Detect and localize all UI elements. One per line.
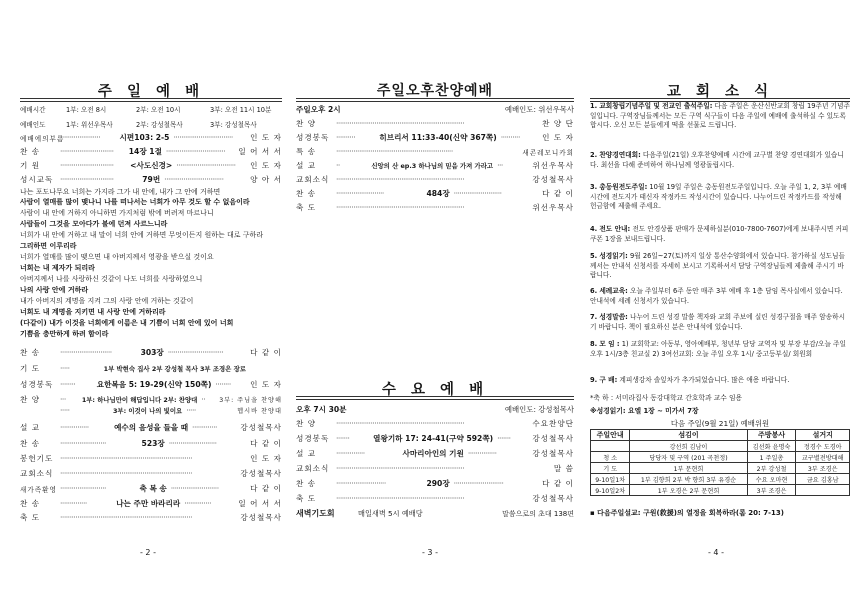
order-row: 설 교 ··············· 사마리아인의 기원 ··············· 강성철목사 bbox=[296, 449, 575, 458]
table-cell: 금요 김홍남 bbox=[796, 474, 850, 485]
order-person: 강성철목사 bbox=[240, 469, 282, 478]
news-number: 4. bbox=[590, 225, 598, 233]
order-person: 말 씀 bbox=[553, 464, 574, 473]
order-label: 봉헌기도 bbox=[20, 454, 54, 463]
order-person: 새콘레모니카회 bbox=[522, 148, 574, 157]
litany-line: 기쁨을 충만하게 하려 함이라 bbox=[20, 330, 109, 338]
news-text: 다음주일(21일) 오후찬양예배 시간에 교구별 찬양 경연대회가 있습니다. 최선을 다해 준비하여 하나님께 영광돌립시다. bbox=[590, 151, 844, 169]
table-header-cell: 주일안내 bbox=[591, 430, 630, 441]
news-heading: 총동원전도주일: bbox=[599, 183, 648, 191]
order-person: 헵시바 찬양대 bbox=[237, 408, 282, 415]
page-number: - 2 - bbox=[140, 548, 156, 557]
order-row: 교회소식 ··································································· 강성철목사 bbox=[296, 175, 574, 184]
order-person: 다 같 이 bbox=[542, 479, 574, 488]
service-leader-3: 3부: 강성철목사 bbox=[210, 121, 257, 129]
dawn-prayer-time: 매일새벽 5시 예배당 bbox=[358, 509, 423, 518]
order-person: 강성철목사 bbox=[532, 494, 574, 503]
litany-line: 너희도 내 계명을 지키면 내 사랑 안에 거하리라 bbox=[20, 308, 166, 316]
order-person: 인 도 자 bbox=[250, 454, 282, 463]
order-label: 교회소식 bbox=[20, 469, 54, 478]
table-cell: 3부 조경은 bbox=[796, 463, 850, 474]
church-news-title: 교 회 소 식 bbox=[666, 84, 774, 100]
table-cell: 1부 오경은 2부 문현희 bbox=[630, 485, 747, 496]
table-cell: 기 도 bbox=[591, 463, 630, 474]
order-row: 찬 송 ·············· 나는 주만 바라리라 ·············· 일 어 서 서 bbox=[20, 499, 283, 508]
order-row: 찬 송 ··························· 303장 ····························· 다 같 이 bbox=[20, 348, 283, 357]
order-person: 강성철목사 bbox=[240, 513, 282, 522]
service-time-2: 2부: 오전 10시 bbox=[136, 106, 181, 114]
order-row: 찬 양 ··································································· 수요찬양단 bbox=[296, 419, 574, 428]
order-label: 설 교 bbox=[296, 161, 317, 170]
litany-line: 사람들이 그것을 모아다가 불에 던져 사르느니라 bbox=[20, 220, 168, 228]
afternoon-service-title: 주일오후찬양예배 bbox=[376, 83, 494, 99]
order-label: 찬 양 bbox=[296, 419, 317, 428]
order-person: 강성철목사 bbox=[240, 423, 282, 432]
table-cell: 2부 강성철 bbox=[747, 463, 796, 474]
order-content: 나는 주만 바라리라 bbox=[116, 499, 181, 508]
order-row: 축 도 ····································································· 강성철목사 bbox=[20, 513, 282, 522]
news-heading: 성경읽기: bbox=[599, 252, 628, 260]
sunday-service-title: 주 일 예 배 bbox=[97, 84, 205, 100]
order-content: 303장 bbox=[140, 348, 164, 357]
order-person: 위선우목사 bbox=[532, 203, 574, 212]
news-number: 2. bbox=[590, 151, 598, 159]
order-row: 성경봉독 ········ 요한복음 5: 19-29(신약 150쪽) ········ 인 도 자 bbox=[20, 380, 282, 389]
news-number: 8. bbox=[590, 340, 598, 348]
table-row bbox=[591, 463, 850, 474]
order-content: 1부: 하나님만이 해답입니다 2부: 찬양대 bbox=[81, 396, 198, 404]
duty-table-header bbox=[591, 430, 850, 441]
order-label: 기 도 bbox=[20, 364, 41, 373]
page-number: - 3 - bbox=[422, 548, 438, 557]
order-row: 찬 송 ·························· 290장 ·························· 다 같 이 bbox=[296, 479, 574, 488]
order-label: 축 도 bbox=[296, 494, 317, 503]
order-content: 사마리아인의 기원 bbox=[402, 449, 464, 458]
order-row: 설 교 ·· 신앙의 산 ep.3 하나님의 믿음 가져 가라고 ··· 위선우목사 bbox=[296, 161, 574, 170]
table-cell: 청 소 bbox=[591, 452, 630, 463]
news-number: 5. bbox=[590, 252, 598, 260]
litany-line: 나는 포도나무요 너희는 가지라 그가 내 안에, 내가 그 안에 거하면 bbox=[20, 188, 221, 196]
table-cell: 1부 문현희 bbox=[630, 463, 747, 474]
congratulation-note: *축 하 : 서미라집사 동강대학교 간호학과 교수 임용 bbox=[590, 394, 743, 402]
order-row: 교회소식 ··································································· 말 씀 bbox=[296, 464, 574, 473]
wednesday-service-title: 수 요 예 배 bbox=[381, 382, 489, 398]
order-person: 다 같 이 bbox=[250, 439, 283, 448]
wednesday-service-time: 오후 7시 30분 bbox=[296, 405, 347, 414]
order-label: 찬 송 bbox=[20, 348, 41, 357]
order-label: 찬 송 bbox=[20, 147, 41, 156]
order-person: 일 어 서 서 bbox=[238, 147, 283, 156]
news-text: 오늘 주일부터 6주 동안 매주 3부 예배 후 1층 담임 목사실에서 있습니다. 안내석에 세례 신청서가 있습니다. bbox=[590, 287, 843, 305]
table-cell: 교구별전방대해 bbox=[796, 452, 850, 463]
table-row bbox=[591, 485, 850, 496]
order-label: 축 도 bbox=[296, 203, 317, 212]
order-person: 다 같 이 bbox=[542, 189, 574, 198]
service-leader-2: 2부: 강성철목사 bbox=[136, 121, 183, 129]
order-label: 예배에의부름 bbox=[20, 134, 65, 143]
order-row: 축 도 ··································································· 강성철목사 bbox=[296, 494, 574, 503]
order-person: 양 아 서 bbox=[250, 175, 282, 184]
order-content: 79번 bbox=[142, 175, 161, 184]
order-person: 찬 양 단 bbox=[542, 119, 574, 128]
litany-line: 아버지께서 나를 사랑하신 것같이 나도 너희를 사랑하였으니 bbox=[20, 275, 203, 283]
table-header-cell: 섬김이 bbox=[630, 430, 747, 441]
order-label: 교회소식 bbox=[296, 175, 330, 184]
news-number: 7. bbox=[590, 313, 598, 321]
title-rule bbox=[20, 98, 282, 102]
litany-line: 너희가 내 안에 거하고 내 말이 너희 안에 거하면 무엇이든지 원하는 대로 구하라 bbox=[20, 231, 264, 239]
news-heading: 모 임 : bbox=[599, 340, 620, 348]
order-label: 성경봉독 bbox=[296, 434, 330, 443]
order-person: 3부: 주님을 찬양해 bbox=[219, 397, 283, 404]
order-row: 찬 송 ························· 484장 ························· 다 같 이 bbox=[296, 189, 574, 198]
news-heading: 교회창립기념주일 및 전교인 출석주일: bbox=[599, 102, 713, 110]
table-cell: 9-10일2차 bbox=[591, 485, 630, 496]
order-label: 찬 송 bbox=[20, 439, 41, 448]
page-3-column bbox=[296, 0, 574, 608]
order-content: <사도신경> bbox=[130, 161, 173, 170]
duty-table bbox=[590, 429, 850, 496]
service-time-label: 예배시간 bbox=[20, 106, 46, 114]
news-number: 9. bbox=[590, 376, 598, 384]
table-row bbox=[591, 452, 850, 463]
table-header-cell: 설거지 bbox=[796, 430, 850, 441]
order-label: 찬 송 bbox=[296, 189, 317, 198]
litany-line: 나의 사랑 안에 거하라 bbox=[20, 286, 89, 294]
order-content: 히브리서 11:33-40(신약 367쪽) bbox=[379, 133, 497, 142]
order-content: 축 복 송 bbox=[139, 484, 167, 493]
news-number: 3. bbox=[590, 183, 598, 191]
order-row: 예배에의부름 ····················· 시편103: 2-5 ······························· 인 도 자 bbox=[20, 133, 282, 143]
news-item bbox=[590, 287, 850, 309]
order-label: 성경봉독 bbox=[20, 380, 54, 389]
order-person: 일 어 서 서 bbox=[238, 499, 283, 508]
order-label: 축 도 bbox=[20, 513, 41, 522]
news-number: 1. bbox=[590, 102, 598, 110]
order-row: 성경봉독 ·········· 히브리서 11:33-40(신약 367쪽) ·········· 인 도 자 bbox=[296, 133, 575, 142]
service-time-3: 3부: 오전 11시 10분 bbox=[210, 106, 272, 114]
order-person: 다 같 이 bbox=[250, 348, 283, 357]
page-4-column bbox=[590, 0, 850, 608]
order-row: 봉헌기도 ····································································· 인 도 자 bbox=[20, 454, 282, 463]
order-label: 찬 양 bbox=[296, 119, 317, 128]
news-heading: 구 배: bbox=[599, 376, 618, 384]
order-person: 강성철목사 bbox=[532, 175, 574, 184]
table-header-cell: 주방봉사 bbox=[747, 430, 796, 441]
wednesday-service-leader: 예배인도: 강성철목사 bbox=[504, 405, 574, 414]
order-person: 인 도 자 bbox=[250, 380, 282, 389]
title-rule bbox=[296, 396, 574, 400]
table-cell bbox=[796, 485, 850, 496]
afternoon-service-leader: 예배인도: 위선우목사 bbox=[504, 105, 574, 114]
news-heading: 세례교육: bbox=[599, 287, 628, 295]
order-label: 찬 송 bbox=[20, 499, 41, 508]
order-label: 찬 양 bbox=[20, 395, 41, 404]
order-row: 찬 송 ···························· 14장 1절 ······························· 일 어 서 서 bbox=[20, 147, 283, 156]
table-row bbox=[591, 474, 850, 485]
table-cell: 9-10일1차 bbox=[591, 474, 630, 485]
news-text: 전도 안경상품 판매가 문제하실분(010-7800-7607)에게 보내주시면 커피 쿠폰 1장을 보내드립니다. bbox=[590, 225, 849, 243]
order-content: 신앙의 산 ep.3 하나님의 믿음 가져 가라고 bbox=[371, 162, 494, 170]
news-heading: 찬양경연대회: bbox=[599, 151, 641, 159]
order-content: 1부 박현숙 집사 2부 강성철 목사 3부 조경은 장로 bbox=[103, 365, 246, 373]
order-row: 찬 양 ··································································· 찬 양 단 bbox=[296, 119, 574, 128]
dawn-prayer-label: 새벽기도회 bbox=[296, 509, 335, 518]
order-person: 인 도 자 bbox=[250, 133, 282, 142]
table-cell: 강선희 김남이 bbox=[630, 441, 747, 452]
litany-line: 내가 아버지의 계명을 지켜 그의 사랑 안에 거하는 것같이 bbox=[20, 297, 194, 305]
order-content: 290장 bbox=[426, 479, 450, 488]
order-content: 요한복음 5: 19-29(신약 150쪽) bbox=[96, 380, 212, 389]
table-row bbox=[591, 441, 850, 452]
news-item bbox=[590, 225, 850, 247]
order-row: 찬 송 ························ 523장 ························· 다 같 이 bbox=[20, 439, 283, 448]
news-item bbox=[590, 252, 850, 284]
service-time-1: 1부: 오전 8시 bbox=[66, 106, 107, 114]
order-row: 교회소식 ····································································· 강성철목사 bbox=[20, 469, 282, 478]
order-content: 예수의 음성을 들을 때 bbox=[114, 423, 189, 432]
service-leader-1: 1부: 위선우목사 bbox=[66, 121, 113, 129]
order-content: 시편103: 2-5 bbox=[119, 133, 170, 142]
order-row: 축 도 ··································································· 위선우목사 bbox=[296, 203, 574, 212]
news-heading: 성경말씀: bbox=[599, 313, 628, 321]
table-cell: 1 주일총 bbox=[747, 452, 796, 463]
litany-line: (다같이) 내가 이것을 너희에게 이름은 내 기쁨이 너희 안에 있어 너희 bbox=[20, 319, 234, 327]
order-label: 설 교 bbox=[296, 449, 317, 458]
dawn-prayer-note: 말씀으로의 초대 138편 bbox=[502, 510, 574, 518]
news-heading: 전도 안내: bbox=[599, 225, 631, 233]
order-row: ····· 3부: 이것이 나의 빛이요 ····· 헵시바 찬양대 bbox=[60, 406, 282, 415]
news-item bbox=[590, 151, 850, 181]
news-text: 1) 교회학교: 아동부, 영아예배부, 청년부 담당 교역자 및 부장 부감/오늘 주일 오후 1시/3층 친교실 2) 3여선교회: 오늘 주일 오후 1시/ 중고등부실/ 회원회 bbox=[590, 340, 846, 358]
service-leader-label: 예배인도 bbox=[20, 121, 46, 129]
order-person: 다 같 이 bbox=[250, 484, 282, 493]
table-cell: 당당자 및 구역 (201 곡천정) bbox=[630, 452, 747, 463]
order-row: 특 송 ····························································· 새콘레모니카회 bbox=[296, 147, 574, 157]
order-content: 3부: 이것이 나의 빛이요 bbox=[112, 407, 183, 415]
table-cell: 정경수 도경아 bbox=[796, 441, 850, 452]
order-label: 성시교독 bbox=[20, 175, 54, 184]
page-2-column bbox=[20, 0, 282, 608]
order-row: 새가족환영 ························ 축 복 송 ························· 다 같 이 bbox=[20, 484, 282, 494]
news-text: 계피생강차 솔잎차가 추가되었습니다. 많은 애용 바랍니다. bbox=[619, 376, 790, 384]
duty-table-caption: 다음 주일(9월 21일) 예배위원 bbox=[670, 419, 770, 428]
order-row: 기 도 ····· 1부 박현숙 집사 2부 강성철 목사 3부 조경은 장로 bbox=[20, 364, 246, 373]
bible-reading-note: ※성경읽기: 요엘 1장 ~ 미가서 7장 bbox=[590, 407, 699, 415]
title-rule bbox=[296, 98, 574, 102]
order-row: 찬 양 ··· 1부: 하나님만이 해답입니다 2부: 찬양대 ·· 3부: 주님을 찬양해 bbox=[20, 395, 283, 404]
news-text: 나누어 드린 성경 말씀 책자와 교회 주보에 실린 성경구절을 매주 암송하시기 바랍니다. 책이 필요하신 분은 안내석에 있습니다. bbox=[590, 313, 846, 331]
news-item bbox=[590, 313, 850, 335]
order-label: 찬 송 bbox=[296, 479, 317, 488]
news-text: 다음 주일은 운산신반교회 창립 19주년 기념주일입니다. 구역장님들께서는 모든 구역 식구들이 다음 주일에 예배에 출석하실 수 있도록 합시다. 오신 모든 분들에게 떡을 선물로 드립니다. bbox=[590, 102, 850, 130]
news-item bbox=[590, 340, 850, 372]
order-label: 설 교 bbox=[20, 423, 41, 432]
order-person: 강성철목사 bbox=[532, 449, 575, 458]
table-cell: 김선화 윤명숙 bbox=[747, 441, 796, 452]
litany-line: 사람이 열매를 많이 맺나니 나를 떠나서는 너희가 아무 것도 할 수 없음이라 bbox=[20, 198, 250, 206]
order-label: 교회소식 bbox=[296, 464, 330, 473]
order-content: 484장 bbox=[426, 189, 450, 198]
order-content: 14장 1절 bbox=[128, 147, 162, 156]
order-row: 기 원 ···························· <사도신경> ······························· 인 도 자 bbox=[20, 161, 283, 170]
order-label: 새가족환영 bbox=[20, 485, 57, 494]
order-person: 수요찬양단 bbox=[532, 419, 574, 428]
news-text: 10월 19일 주일은 총동원전도주일입니다. 오늘 주일 1, 2, 3부 예배시간에 전도지가 태신자 작정카드 작성시간이 있습니다. 나누어드린 작정카드를 작성해 헌금함에 제출해 주세요. bbox=[590, 183, 847, 211]
table-cell: 3부 조경은 bbox=[747, 485, 796, 496]
litany-line: 너희가 열매를 많이 맺으면 내 아버지께서 영광을 받으실 것이요 bbox=[20, 253, 214, 261]
order-content: 열왕기하 17: 24-41(구약 592쪽) bbox=[373, 434, 494, 443]
litany-line: 그리하면 이루리라 bbox=[20, 242, 77, 250]
news-item bbox=[590, 102, 850, 146]
order-label: 성경봉독 bbox=[296, 133, 330, 142]
order-label: 기 원 bbox=[20, 161, 41, 170]
order-row: 설 교 ··············· 예수의 음성을 들을 때 ············· 강성철목사 bbox=[20, 423, 282, 432]
news-item bbox=[590, 183, 850, 223]
order-label: 특 송 bbox=[296, 147, 317, 156]
table-cell: 수요 오마현 bbox=[747, 474, 796, 485]
order-person: 위선우목사 bbox=[532, 161, 574, 170]
news-text: 9월 26일~27(토)까지 일상 통산수양회에서 있습니다. 참가하실 성도님들께서는 안내석 신청서를 자세히 보시고 기록하셔서 담당 구역장님들께 제출해 주시기 바랍니다. bbox=[590, 252, 845, 280]
news-number: 6. bbox=[590, 287, 598, 295]
news-item bbox=[590, 376, 850, 387]
order-person: 인 도 자 bbox=[542, 133, 575, 142]
table-cell bbox=[591, 441, 630, 452]
order-person: 인 도 자 bbox=[250, 161, 283, 170]
litany-line: 사람이 내 안에 거하지 아니하면 가지처럼 밖에 버려져 마르나니 bbox=[20, 209, 214, 217]
order-row: 성경봉독 ······· 열왕기하 17: 24-41(구약 592쪽) ······· 강성철목사 bbox=[296, 434, 574, 443]
table-cell: 1부 김향희 2부 박 향희 3부 유경순 bbox=[630, 474, 747, 485]
next-sermon: ▪ 다음주일설교: 구원(救援)의 열정을 회복하라(롬 20: 7-13) bbox=[590, 509, 784, 517]
order-person: 강성철목사 bbox=[532, 434, 574, 443]
order-row: 성시교독 ···························· 79번 ······························· 양 아 서 bbox=[20, 175, 282, 184]
afternoon-service-time: 주일오후 2시 bbox=[296, 105, 341, 114]
page-number: - 4 - bbox=[708, 548, 724, 557]
litany-line: 너희는 내 제자가 되리라 bbox=[20, 264, 95, 272]
order-content: 523장 bbox=[141, 439, 165, 448]
